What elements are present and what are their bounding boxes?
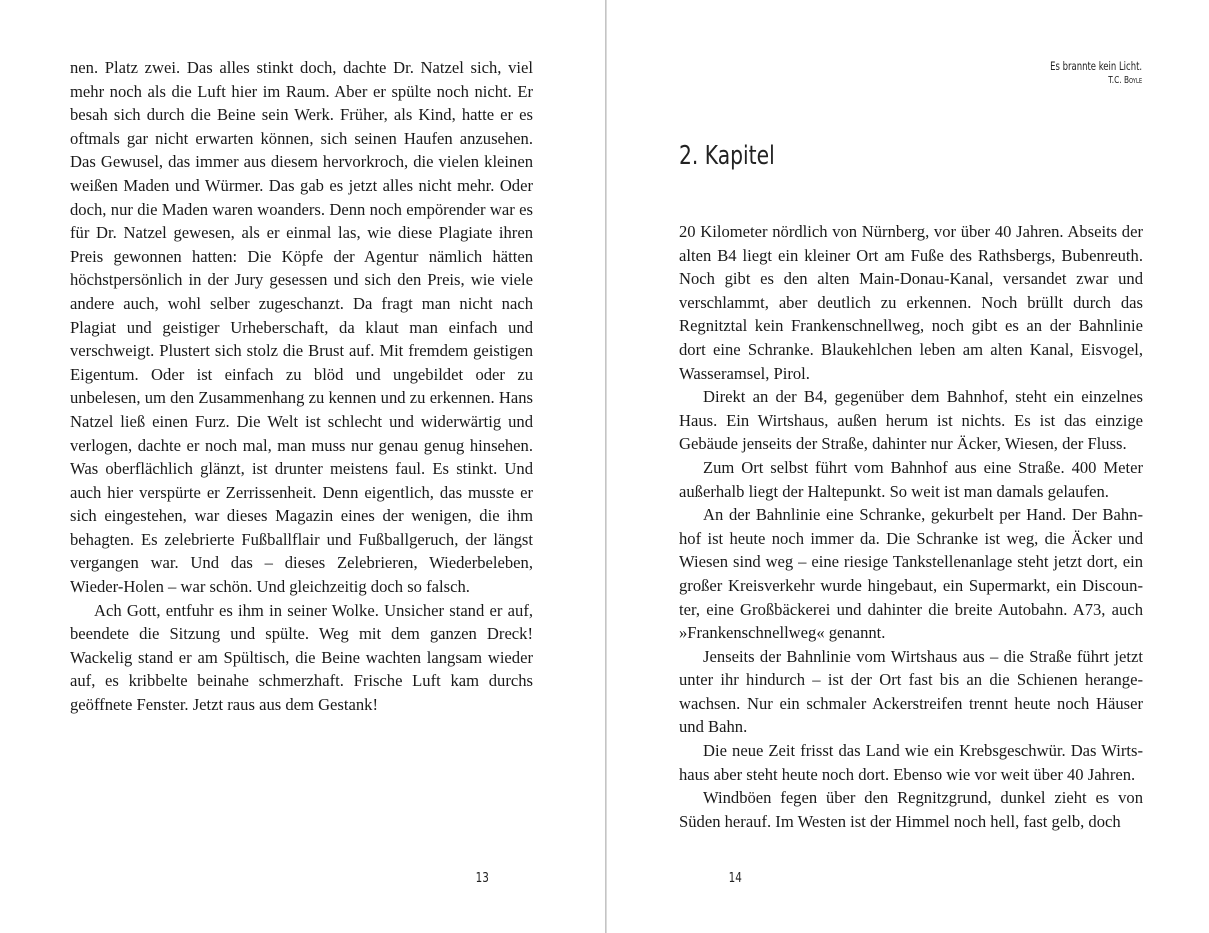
paragraph: 20 Kilometer nördlich von Nürnberg, vor über 40 Jahren. Abseits der alten B4 liegt ein kleiner Ort am Fuße des Rathsbergs, Bubenreuth. Noch gibt es den alten Main-Donau-Kanal, versandet zwar und verschlammt, aber deutlich zu erkennen. Noch brüllt durch das Regnitztal kein Frankenschnellweg, noch gibt es an der Bahnlinie dort eine Schranke. Blaukehlchen leben am alten Kanal, Eisvogel, Wasseramsel, Pirol.: [679, 222, 1143, 383]
paragraph: Jenseits der Bahnlinie vom Wirtshaus aus – die Straße führt jetzt unter ihr hindurch – ist der Ort fast bis an die Schienen herangewachsen. Nur ein schmaler Ackerstreifen trennt heute noch Häuser und Bahn.: [679, 646, 1143, 737]
chapter-title: 2. Kapitel: [679, 141, 775, 171]
page-number: 14: [728, 871, 742, 886]
paragraph: Windböen fegen über den Regnitzgrund, dunkel zieht es von Süden herauf. Im Westen ist der Himmel noch hell, fast gelb, doch: [679, 788, 1143, 831]
paragraph: Ach Gott, entfuhr es ihm in seiner Wolke. Unsicher stand er auf, beendete die Sitzung und spülte. Weg mit dem ganzen Dreck! Wackelig stand er am Spültisch, die Beine wachten langsam wieder auf, es kribbelte beinahe schmerzhaft. Frische Luft kam durchs geöffnete Fenster. Jetzt raus aus dem Gestank!: [70, 600, 533, 715]
right-page: [607, 0, 1209, 933]
paragraph: Direkt an der B4, gegenüber dem Bahnhof, steht ein einzelnes Haus. Ein Wirtshaus, außen herum ist nichts. Es ist das einzige Gebäude jenseits der Straße, dahinter nur Äcker, Wiesen, der Fluss.: [679, 387, 1143, 454]
paragraph: Zum Ort selbst führt vom Bahnhof aus eine Straße. 400 Meter außerhalb liegt der Haltepunkt. So weit ist man damals gelaufen.: [679, 457, 1143, 501]
page-number: 13: [475, 871, 489, 886]
epigraph-author: T.C. Boyle: [1108, 75, 1142, 86]
right-page-body: [679, 220, 1143, 833]
paragraph: Die neue Zeit frisst das Land wie ein Krebsgeschwür. Das Wirtshaus aber steht heute noch dort. Ebenso wie vor weit über 40 Jahren.: [679, 741, 1143, 784]
left-page-body: [70, 56, 533, 717]
epigraph-quote: Es brannte kein Licht.: [1050, 59, 1142, 73]
chapter-epigraph: [1030, 58, 1142, 88]
paragraph: An der Bahnlinie eine Schranke, gekurbelt per Hand. Der Bahnhof ist heute noch immer da. Die Schranke ist weg, die Äcker und Wiesen sind weg – eine riesige Tankstellenanlage steht jetzt dort, ein großer Kreisverkehr wurde hingebaut, ein Supermarkt, ein Discounter, eine Großbäckerei und dahinter die breite Autobahn. A73, auch »Frankenschnellweg« genannt.: [679, 505, 1143, 643]
paragraph: nen. Platz zwei. Das alles stinkt doch, dachte Dr. Natzel sich, viel mehr noch als die Luft hier im Raum. Aber er spülte noch nicht. Er besah sich durch die Beine sein Werk. Früher, als Kind, hatte er es oftmals gar nicht erwarten können, sich seinen Haufen anzusehen. Das Gewusel, das immer aus diesem hervorkroch, die vielen kleinen weißen Maden und Würmer. Das gab es jetzt alles nicht mehr. Oder doch, nur die Maden waren woanders. Denn noch empörender war es für Dr. Natzel gewesen, als er einmal las, wie diese Plagiate ihren Preis gewonnen hatten: Die Köpfe der Agentur nämlich hätten höchstpersönlich in der Jury gesessen und sich den Preis, wie viele andere auch, wohl selber zugeschanzt. Da fragt man nicht nach Plagiat und geistiger Urheberschaft, da klaut man einfach und verschweigt. Plustert sich stolz die Brust auf. Mit fremdem geistigen Eigentum. Oder ist einfach zu blöd und ungebildet oder zu unbelesen, um den Zusammenhang zu kennen und zu erkennen. Hans Natzel ließ einen Furz. Die Welt ist schlecht und widerwärtig und verlogen, dachte er noch mal, man muss nur genau genug hinsehen. Was oberflächlich glänzt, ist drunter meistens faul. Es stinkt. Und auch hier verspürte er Zerrissenheit. Denn eigentlich, das musste er sich eingestehen, war dieses Magazin eines der wenigen, die ihm behagten. Es zelebrierte Fußballflair und Fußballgeruch, der längst vergangen war. Und das – dieses Zelebrieren, Wiederbeleben, Wieder-Holen – war schön. Und gleichzeitig doch so falsch.: [70, 58, 533, 597]
